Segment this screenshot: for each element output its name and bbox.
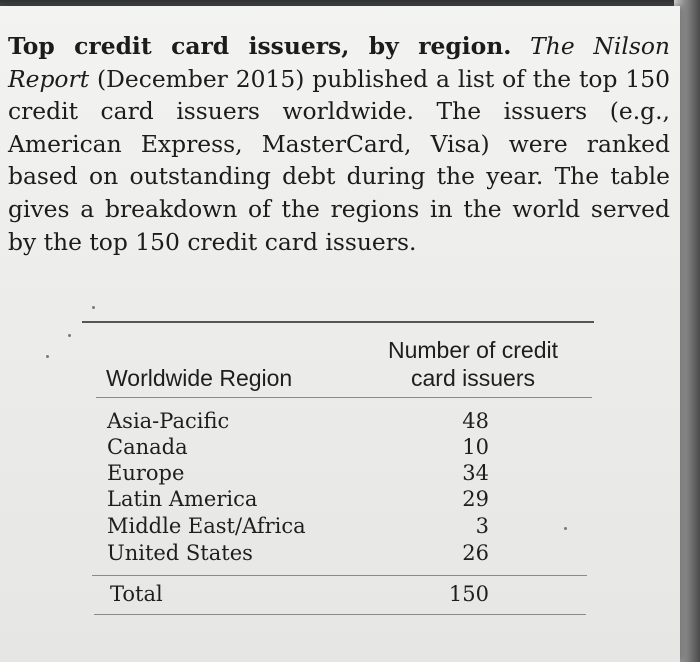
header-region: Worldwide Region (106, 365, 293, 391)
header-count-line1: Number of credit (387, 337, 558, 363)
source-title: Nilson Report (8, 32, 671, 93)
row-region: Middle East/Africa (107, 514, 306, 538)
header-count-line2: card issuers (411, 365, 535, 391)
problem-title: Top credit card issuers, by region. (8, 32, 512, 60)
region-table (0, 6, 680, 662)
row-count: 29 (462, 487, 489, 511)
source-intro: The (530, 32, 575, 60)
total-rule (92, 575, 587, 576)
total-count: 150 (448, 582, 489, 606)
row-count: 34 (462, 461, 489, 485)
row-count: 48 (462, 409, 489, 433)
row-region: Europe (107, 461, 185, 485)
textbook-page (0, 6, 680, 662)
problem-body: (December 2015) published a list of the top 150 credit card issuers worldwide. The issuers (e.g., American Express, MasterCard, Visa) were ranked based on outstanding debt during the year. The table gives a breakdown of the regions in the world served by the top 150 credit card issuers. (8, 64, 670, 256)
header-rule (96, 397, 592, 398)
row-count: 10 (462, 435, 489, 459)
row-region: Latin America (107, 487, 258, 511)
table-bottom-rule (94, 614, 586, 615)
total-label: Total (110, 582, 163, 606)
row-count: 3 (475, 514, 489, 538)
row-region: United States (107, 541, 253, 565)
table-top-rule (82, 321, 594, 323)
row-count: 26 (462, 541, 489, 565)
row-region: Canada (107, 435, 188, 459)
row-region: Asia-Pacific (107, 409, 230, 433)
